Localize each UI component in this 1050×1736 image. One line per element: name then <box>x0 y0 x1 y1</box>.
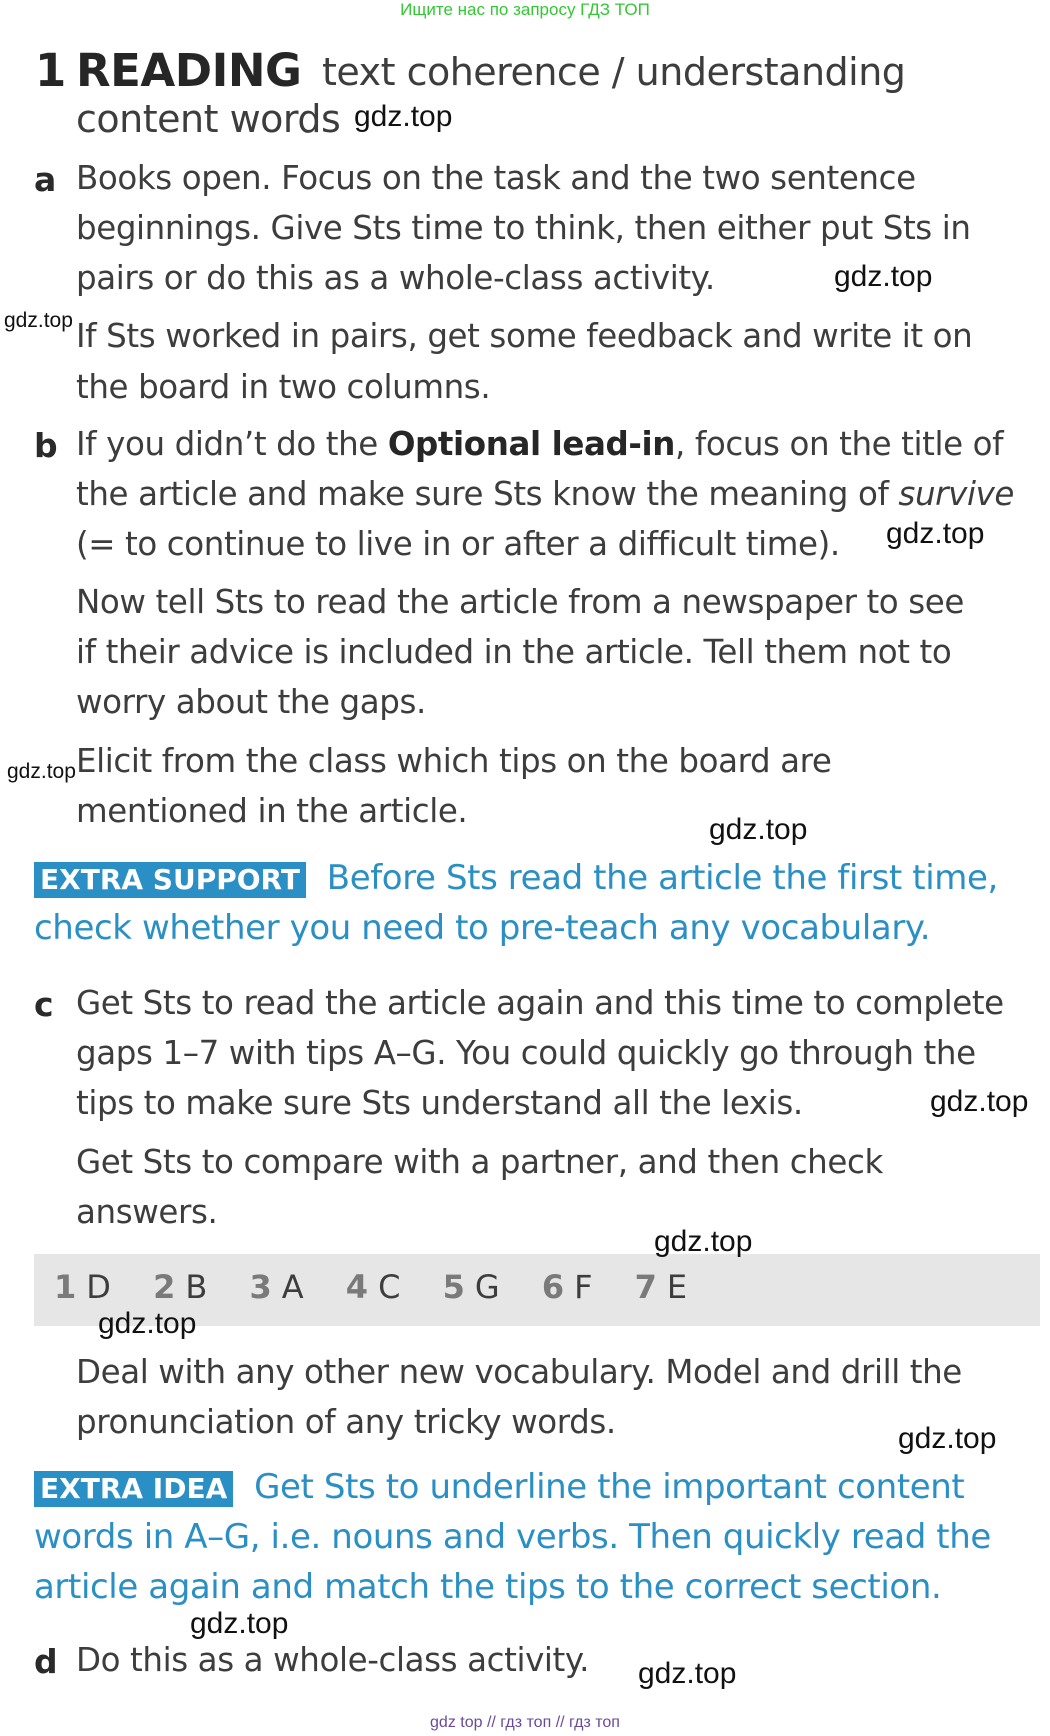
watermark: gdz.top <box>930 1085 1029 1118</box>
heading-subtitle-line1: text coherence / understanding <box>322 50 906 94</box>
section-c-line: answers. <box>76 1193 218 1231</box>
answer-item: 5 G <box>442 1268 500 1306</box>
section-c-line: tips to make sure Sts understand all the lexis. <box>76 1084 803 1122</box>
top-banner: Ищите нас по запросу ГДЗ ТОП <box>400 0 650 19</box>
section-c-label: c <box>34 985 54 1024</box>
extra-idea-line2: words in A–G, i.e. nouns and verbs. Then quickly read the <box>34 1517 991 1557</box>
survive-italic: survive <box>898 475 1015 513</box>
answer-key <box>54 1268 719 1306</box>
section-a-line: If Sts worked in pairs, get some feedback and write it on <box>76 317 973 355</box>
section-b-line1-post: , focus on the title of <box>674 425 1004 463</box>
answer-item: 2 B <box>153 1268 208 1306</box>
extra-idea-tag: EXTRA IDEA <box>34 1471 233 1507</box>
heading-number: 1 <box>35 44 67 97</box>
watermark: gdz.top <box>98 1307 197 1340</box>
section-b-line1-pre: If you didn’t do the <box>76 425 388 463</box>
answer-item: 1 D <box>54 1268 111 1306</box>
section-c-line: Deal with any other new vocabulary. Model and drill the <box>76 1353 962 1391</box>
section-b-line: Elicit from the class which tips on the board are <box>76 742 832 780</box>
section-b-label: b <box>34 426 58 465</box>
section-b-line1 <box>76 425 1003 463</box>
watermark: gdz.top <box>354 100 453 133</box>
watermark: gdz.top <box>190 1607 289 1640</box>
footer-text: gdz top // гдз топ // гдз топ <box>430 1714 620 1731</box>
section-a-line: pairs or do this as a whole-class activity. <box>76 259 715 297</box>
extra-idea-line3: article again and match the tips to the correct section. <box>34 1567 942 1607</box>
section-a-line: beginnings. Give Sts time to think, then either put Sts in <box>76 209 971 247</box>
answer-item: 3 A <box>249 1268 304 1306</box>
section-d-label: d <box>34 1642 58 1681</box>
answer-item: 6 F <box>541 1268 593 1306</box>
section-a-line: Books open. Focus on the task and the two sentence <box>76 159 916 197</box>
extra-support-tag: EXTRA SUPPORT <box>34 862 306 898</box>
extra-idea-text1: Get Sts to underline the important content <box>254 1467 965 1507</box>
watermark: gdz.top <box>4 309 73 332</box>
extra-idea-line1 <box>34 1467 964 1507</box>
section-b-line2 <box>76 475 1014 513</box>
watermark: gdz.top <box>638 1657 737 1690</box>
watermark: gdz.top <box>898 1422 997 1455</box>
extra-support-line1 <box>34 858 998 898</box>
watermark: gdz.top <box>7 760 76 783</box>
section-c-line: Get Sts to read the article again and this time to complete <box>76 984 1004 1022</box>
section-b-line: if their advice is included in the article. Tell them not to <box>76 633 952 671</box>
extra-support-text1: Before Sts read the article the first time, <box>326 858 998 898</box>
section-c-line: Get Sts to compare with a partner, and then check <box>76 1143 883 1181</box>
section-d-line: Do this as a whole-class activity. <box>76 1641 590 1679</box>
section-c-line: gaps 1–7 with tips A–G. You could quickly go through the <box>76 1034 976 1072</box>
section-a-line: the board in two columns. <box>76 368 491 406</box>
section-b-line: Now tell Sts to read the article from a newspaper to see <box>76 583 964 621</box>
section-b-line: (= to continue to live in or after a difficult time). <box>76 525 840 563</box>
watermark: gdz.top <box>834 260 933 293</box>
watermark: gdz.top <box>654 1225 753 1258</box>
extra-support-line2: check whether you need to pre-teach any vocabulary. <box>34 908 931 948</box>
section-b-line: worry about the gaps. <box>76 683 426 721</box>
heading-title: READING <box>76 44 302 97</box>
answer-item: 4 C <box>345 1268 401 1306</box>
optional-lead-in-bold: Optional lead-in <box>387 425 675 463</box>
section-a-label: a <box>34 160 57 199</box>
watermark: gdz.top <box>886 517 985 550</box>
answer-item: 7 E <box>634 1268 688 1306</box>
heading-subtitle-line2: content words <box>76 97 341 141</box>
section-b-line2-pre: the article and make sure Sts know the meaning of <box>76 475 899 513</box>
section-b-line: mentioned in the article. <box>76 792 468 830</box>
section-c-line: pronunciation of any tricky words. <box>76 1403 616 1441</box>
watermark: gdz.top <box>709 813 808 846</box>
